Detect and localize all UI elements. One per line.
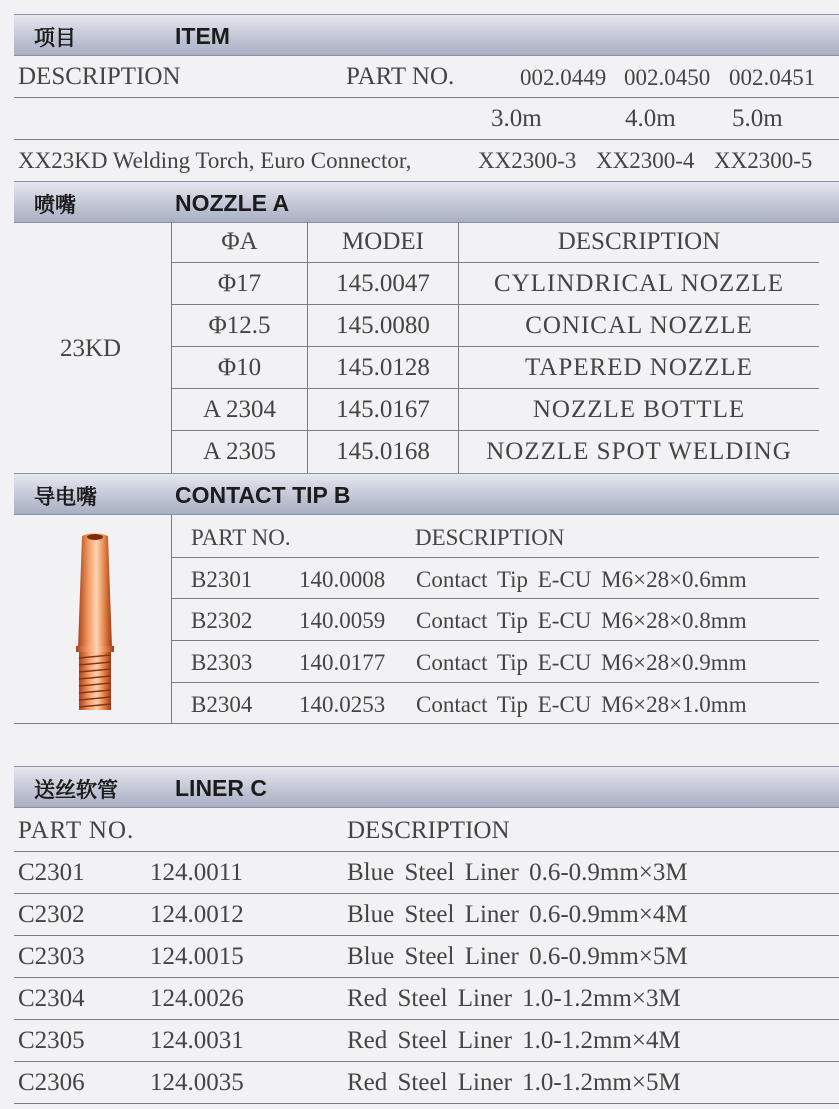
divider	[14, 893, 839, 894]
contact-tip-header-part-no: PART NO.	[191, 525, 291, 550]
divider	[14, 723, 839, 724]
contact-tip-description: Contact Tip E-CU M6×28×0.9mm	[416, 650, 747, 675]
divider	[14, 1061, 839, 1062]
nozzle-description: NOZZLE SPOT WELDING	[486, 438, 792, 465]
item-part-number-2: 002.0450	[624, 65, 711, 90]
liner-code: C2305	[18, 1027, 85, 1054]
liner-code: C2306	[18, 1069, 85, 1096]
contact-tip-part: 140.0253	[299, 692, 386, 717]
liner-part: 124.0011	[150, 859, 243, 886]
nozzle-model: 145.0047	[336, 270, 430, 297]
item-header-en: ITEM	[175, 23, 230, 49]
divider	[171, 430, 819, 431]
divider	[171, 515, 172, 723]
contact-tip-code: B2303	[191, 650, 253, 675]
nozzle-description: NOZZLE BOTTLE	[532, 396, 746, 423]
contact-tip-part: 140.0008	[299, 567, 386, 592]
nozzle-size: A 2305	[203, 438, 276, 465]
nozzle-description: CONICAL NOZZLE	[525, 312, 753, 339]
contact-tip-description: Contact Tip E-CU M6×28×1.0mm	[416, 692, 747, 717]
nozzle-size: Φ12.5	[208, 312, 271, 339]
liner-code: C2302	[18, 901, 85, 928]
item-description-label: DESCRIPTION	[18, 63, 181, 90]
nozzle-section-header	[14, 181, 839, 223]
contact-tip-image	[60, 528, 130, 718]
nozzle-model: 145.0128	[336, 354, 430, 381]
divider	[307, 222, 308, 473]
contact-tip-section-header	[14, 473, 839, 515]
contact-tip-description: Contact Tip E-CU M6×28×0.6mm	[416, 567, 747, 592]
contact-tip-part: 140.0059	[299, 608, 386, 633]
item-model-2: XX2300-4	[596, 148, 695, 173]
item-part-no-label: PART NO.	[346, 63, 455, 90]
liner-part: 124.0031	[150, 1027, 244, 1054]
contact-tip-code: B2304	[191, 692, 253, 717]
item-part-number-3: 002.0451	[729, 65, 816, 90]
liner-description: Blue Steel Liner 0.6-0.9mm×4M	[347, 901, 688, 928]
nozzle-header-model: MODEI	[342, 228, 424, 255]
divider	[171, 346, 819, 347]
contact-tip-description: Contact Tip E-CU M6×28×0.8mm	[416, 608, 747, 633]
nozzle-header-description: DESCRIPTION	[557, 228, 721, 255]
nozzle-description: TAPERED NOZZLE	[525, 354, 753, 381]
divider	[14, 935, 839, 936]
nozzle-size: Φ17	[217, 270, 262, 297]
divider	[171, 557, 819, 558]
liner-part: 124.0012	[150, 901, 244, 928]
liner-part: 124.0035	[150, 1069, 244, 1096]
divider	[171, 598, 819, 599]
liner-header-description: DESCRIPTION	[347, 817, 510, 844]
nozzle-header-cn: 喷嘴	[34, 193, 76, 217]
divider	[14, 97, 839, 98]
nozzle-description: CYLINDRICAL NOZZLE	[494, 270, 784, 297]
item-part-number-1: 002.0449	[520, 65, 607, 90]
liner-code: C2304	[18, 985, 85, 1012]
divider	[171, 222, 172, 473]
divider	[171, 262, 819, 263]
item-header-cn: 项目	[34, 26, 76, 50]
item-section-header	[14, 14, 839, 56]
nozzle-model: 145.0167	[336, 396, 430, 423]
liner-description: Red Steel Liner 1.0-1.2mm×5M	[347, 1069, 681, 1096]
divider	[171, 304, 819, 305]
divider	[171, 682, 819, 683]
divider	[458, 222, 459, 473]
liner-header-en: LINER C	[175, 775, 267, 801]
contact-tip-header-cn: 导电嘴	[34, 485, 97, 509]
divider	[14, 1103, 839, 1104]
liner-code: C2303	[18, 943, 85, 970]
contact-tip-header-en: CONTACT TIP B	[175, 482, 351, 508]
nozzle-model: 145.0168	[336, 438, 430, 465]
nozzle-size: Φ10	[217, 354, 262, 381]
divider	[14, 139, 839, 140]
liner-description: Red Steel Liner 1.0-1.2mm×3M	[347, 985, 681, 1012]
divider	[14, 1019, 839, 1020]
item-model-3: XX2300-5	[714, 148, 813, 173]
item-torch-description: XX23KD Welding Torch, Euro Connector,	[18, 148, 412, 173]
nozzle-size: A 2304	[203, 396, 276, 423]
item-length-3: 5.0m	[732, 105, 783, 132]
liner-description: Blue Steel Liner 0.6-0.9mm×3M	[347, 859, 688, 886]
item-length-1: 3.0m	[491, 105, 542, 132]
liner-part: 124.0026	[150, 985, 244, 1012]
divider	[14, 977, 839, 978]
liner-section-header	[14, 766, 839, 808]
nozzle-group-label: 23KD	[60, 335, 122, 362]
liner-code: C2301	[18, 859, 85, 886]
liner-description: Blue Steel Liner 0.6-0.9mm×5M	[347, 943, 688, 970]
item-model-1: XX2300-3	[478, 148, 577, 173]
contact-tip-code: B2301	[191, 567, 253, 592]
liner-header-part-no: PART NO.	[18, 817, 135, 844]
liner-part: 124.0015	[150, 943, 244, 970]
nozzle-header-en: NOZZLE A	[175, 190, 290, 216]
item-length-2: 4.0m	[625, 105, 676, 132]
nozzle-header-size: ΦA	[221, 228, 258, 255]
liner-header-cn: 送丝软管	[34, 778, 118, 802]
divider	[171, 640, 819, 641]
contact-tip-part: 140.0177	[299, 650, 386, 675]
contact-tip-code: B2302	[191, 608, 253, 633]
nozzle-model: 145.0080	[336, 312, 430, 339]
divider	[171, 388, 819, 389]
divider	[14, 851, 839, 852]
liner-description: Red Steel Liner 1.0-1.2mm×4M	[347, 1027, 681, 1054]
contact-tip-header-description: DESCRIPTION	[415, 525, 565, 550]
